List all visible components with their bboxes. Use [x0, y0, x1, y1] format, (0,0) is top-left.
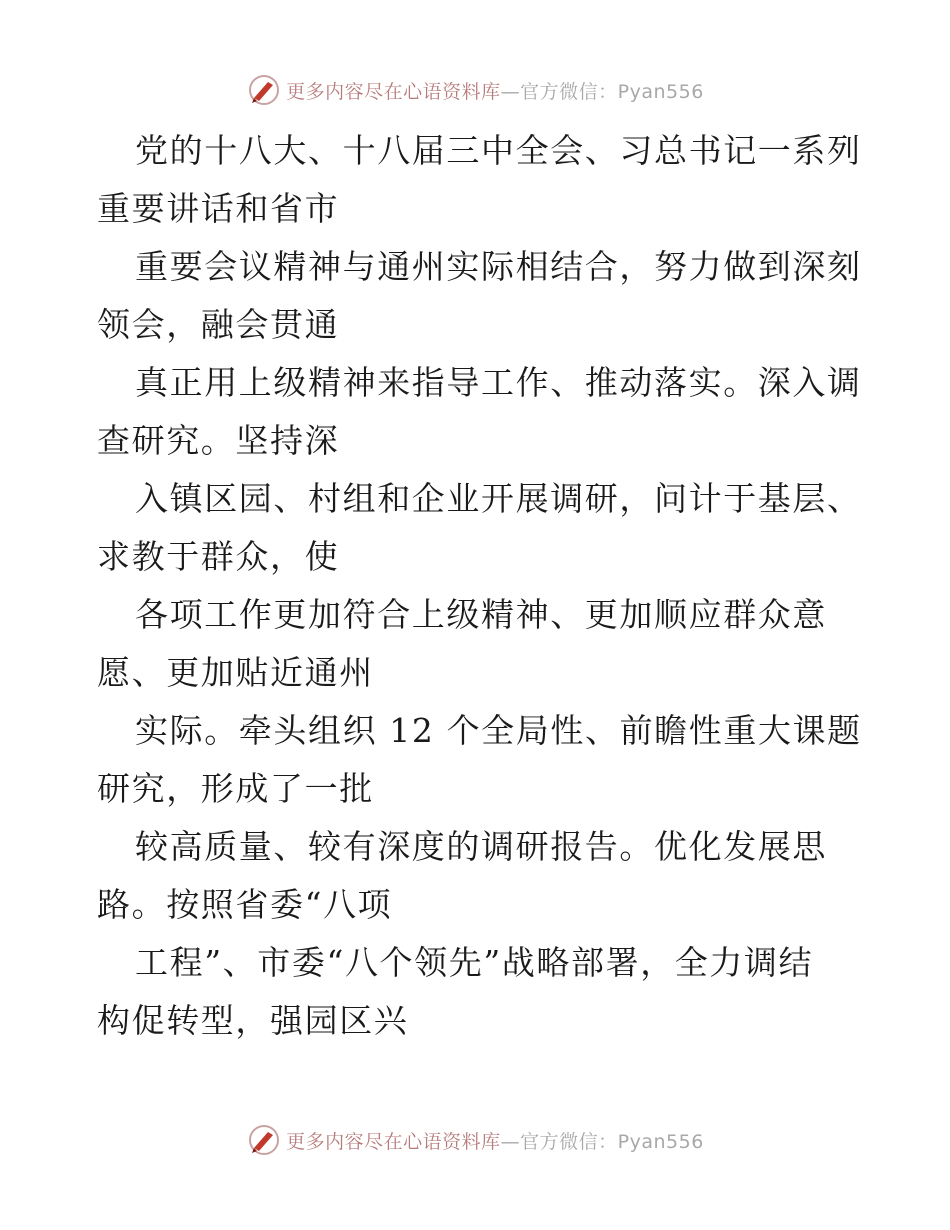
document-body [97, 122, 862, 1050]
pen-logo-icon [246, 72, 282, 108]
footer-contact: —官方微信：Pyan556 [500, 1130, 704, 1153]
body-line: 路。按照省委“八项 [97, 885, 393, 924]
body-line: 各项工作更加符合上级精神、更加顺应群众意 [135, 595, 827, 634]
body-line: 愿、更加贴近通州 [97, 653, 374, 692]
body-line: 实际。牵头组织 12 个全局性、前瞻性重大课题 [135, 711, 862, 750]
body-line: 党的十八大、十八届三中全会、习总书记一系列 [135, 131, 862, 170]
footer-brand: 更多内容尽在心语资料库 [286, 1130, 501, 1153]
body-line: 重要讲话和省市 [97, 189, 340, 228]
body-line: 查研究。坚持深 [97, 421, 340, 460]
body-line: 领会，融会贯通 [97, 305, 340, 344]
body-line: 较高质量、较有深度的调研报告。优化发展思 [135, 827, 827, 866]
body-line: 研究，形成了一批 [97, 769, 374, 808]
body-line: 求教于群众，使 [97, 537, 340, 576]
body-line: 工程”、市委“八个领先”战略部署，全力调结 [135, 943, 814, 982]
body-line: 构促转型，强园区兴 [97, 1001, 409, 1040]
header-brand: 更多内容尽在心语资料库 [286, 80, 501, 103]
footer-watermark [0, 1120, 950, 1160]
header-watermark [0, 70, 950, 110]
body-line: 真正用上级精神来指导工作、推动落实。深入调 [135, 363, 862, 402]
body-line: 入镇区园、村组和企业开展调研，问计于基层、 [135, 479, 862, 518]
pen-logo-icon [246, 1122, 282, 1158]
header-contact: —官方微信：Pyan556 [500, 80, 704, 103]
body-line: 重要会议精神与通州实际相结合，努力做到深刻 [135, 247, 862, 286]
